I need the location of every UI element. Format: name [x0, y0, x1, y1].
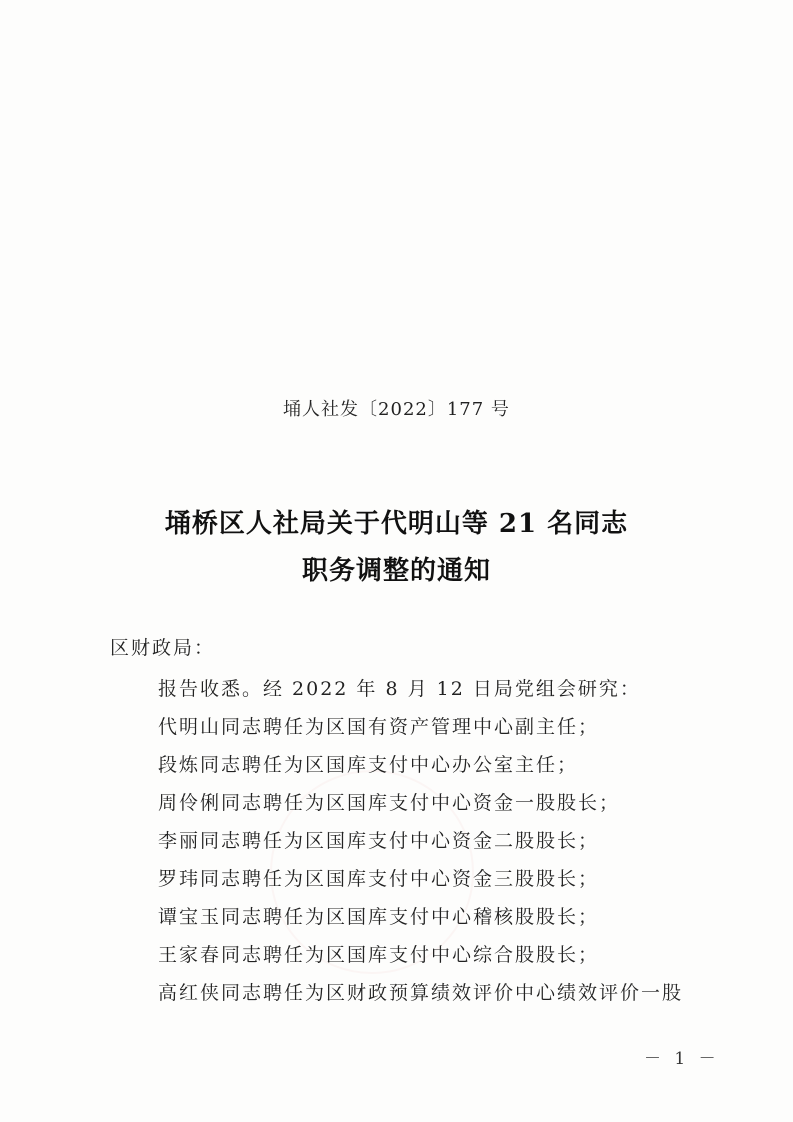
body-text: [158, 676, 718, 1018]
body-line: 李丽同志聘任为区国库支付中心资金二股股长；: [158, 830, 600, 852]
page-number: － 1 －: [644, 1049, 720, 1069]
body-line: 报告收悉。经 2022 年 8 月 12 日局党组会研究：: [158, 678, 641, 700]
recipient: 区财政局：: [110, 637, 216, 659]
document-number: 埇人社发〔2022〕177 号: [283, 399, 510, 420]
body-line: 谭宝玉同志聘任为区国库支付中心稽核股股长；: [158, 906, 600, 928]
body-line: 高红侠同志聘任为区财政预算绩效评价中心绩效评价一股: [158, 982, 684, 1004]
body-line: 王家春同志聘任为区国库支付中心综合股股长；: [158, 944, 600, 966]
body-line: 段炼同志聘任为区国库支付中心办公室主任；: [158, 754, 579, 776]
document-title-line-2: 职务调整的通知: [301, 556, 491, 586]
body-line: 代明山同志聘任为区国有资产管理中心副主任；: [158, 716, 600, 738]
body-line: 周伶俐同志聘任为区国库支付中心资金一股股长；: [158, 792, 621, 814]
document-title-line-1: 埇桥区人社局关于代明山等 21 名同志: [164, 509, 629, 539]
body-line: 罗玮同志聘任为区国库支付中心资金三股股长；: [158, 868, 600, 890]
